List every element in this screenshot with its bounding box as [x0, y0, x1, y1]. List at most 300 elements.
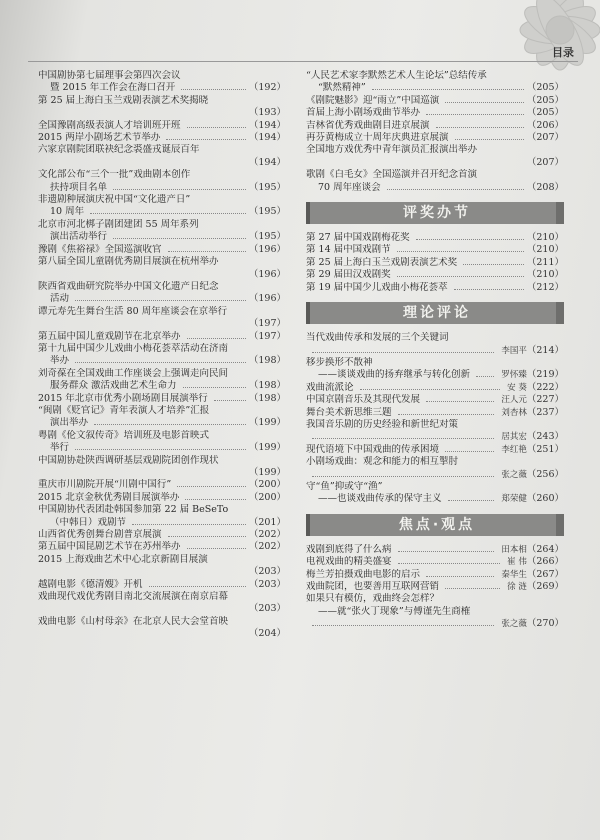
article-entry: [306, 407, 564, 419]
leader-dots: [185, 499, 246, 500]
leader-dots: [166, 139, 246, 140]
toc-entry: [38, 331, 286, 343]
toc-entry-title: 10 周年: [50, 206, 85, 218]
toc-entry: [38, 479, 286, 491]
theory-list: [306, 332, 564, 506]
toc-entry-row: [38, 492, 286, 504]
toc-entry-row: [38, 442, 286, 454]
leader-dots: [181, 89, 246, 90]
article-row: [306, 493, 564, 505]
page-number: （194）: [248, 132, 286, 144]
toc-entry: [38, 616, 286, 641]
toc-entry-title: 六家京剧院团联袂纪念裘盛戎诞辰百年: [38, 144, 200, 156]
section-heading-theory: 理论评论: [306, 302, 564, 324]
page-number: （210）: [526, 269, 564, 281]
article-subtitle: ——谈谈戏曲的扬弃继承与转化创新: [318, 369, 471, 381]
toc-entry: [38, 368, 286, 393]
section-heading-awards: 评奖办节: [306, 202, 564, 224]
page-number: （210）: [526, 244, 564, 256]
page-number: （197）: [248, 318, 286, 330]
toc-entry: [38, 194, 286, 219]
toc-entry-row: [306, 232, 564, 244]
toc-entry-row: [38, 293, 286, 305]
toc-entry-row: [38, 132, 286, 144]
toc-entry-title: 戏曲电影《山村母亲》在北京人民大会堂首映: [38, 615, 229, 627]
toc-entry-row: [38, 479, 286, 491]
toc-entry-title: 第五届中国昆剧艺术节在苏州举办: [38, 541, 181, 553]
page-number: （194）: [248, 156, 286, 168]
article-author: 刘杏林: [501, 407, 527, 418]
article-row: [306, 369, 564, 381]
article-entry: [306, 394, 564, 406]
toc-entry-page-row: [38, 157, 286, 169]
page-number: （203）: [248, 566, 286, 578]
article-author: 汪人元: [501, 395, 527, 406]
article-title: 戏剧到底得了什么病: [306, 543, 392, 555]
page-number: （196）: [248, 243, 286, 255]
page-number: （199）: [248, 417, 286, 429]
page-number: （267）: [526, 568, 564, 580]
article-author-row: [306, 345, 564, 357]
toc-entry: [38, 455, 286, 480]
article-author: 郑荣健: [501, 494, 527, 505]
leader-dots: [476, 376, 494, 377]
leader-dots: [397, 276, 524, 277]
article-row: [306, 444, 564, 456]
article-row: [306, 569, 564, 581]
leader-dots: [312, 352, 494, 353]
toc-entry-page-row: [38, 566, 286, 578]
page-number: （204）: [248, 628, 286, 640]
article-author: 张之薇: [501, 469, 527, 480]
toc-entry-page-row: [306, 157, 564, 169]
toc-entry-row: [38, 579, 286, 591]
toc-entry-page-row: [38, 467, 286, 479]
toc-entry-title: 第 29 届田汉戏剧奖: [306, 269, 391, 281]
article-row: [306, 544, 564, 556]
article-author: 安 葵: [507, 382, 527, 393]
article-author-row: [306, 618, 564, 630]
toc-entry-title: 扶持项目名单: [50, 181, 108, 193]
page-number: （211）: [526, 256, 564, 268]
toc-entry: [38, 504, 286, 529]
leader-dots: [312, 476, 494, 477]
leader-dots: [132, 524, 246, 525]
toc-entry: [306, 282, 564, 294]
leader-dots: [416, 239, 524, 240]
toc-entry: [306, 257, 564, 269]
toc-right-column: [306, 70, 564, 631]
page-number: （269）: [526, 581, 564, 592]
page-number: （192）: [248, 82, 286, 94]
leader-dots: [168, 536, 246, 537]
leader-dots: [187, 127, 246, 128]
page-number: （198）: [248, 392, 286, 404]
toc-entry-title: 粤剧《伦文叙传奇》培训班及电影首映式: [38, 429, 210, 441]
leader-dots: [149, 586, 246, 587]
article-subtitle: ——也谈戏曲传承的保守主义: [318, 493, 442, 505]
article-title: 电视戏曲的精美盛宴: [306, 556, 392, 568]
toc-entry: [38, 169, 286, 194]
leader-dots: [183, 387, 246, 388]
toc-entry-title: 中国剧协第七届理事会第四次会议: [38, 70, 181, 81]
article-title: 现代语境下中国戏曲的传承困境: [306, 443, 440, 455]
toc-entry-row: [306, 120, 564, 132]
news-list-continued: [306, 70, 564, 194]
toc-entry-row: [306, 82, 564, 94]
page-number: （212）: [526, 281, 564, 293]
page-number: （205）: [526, 107, 564, 119]
leader-dots: [168, 251, 246, 252]
page-number: （206）: [526, 119, 564, 131]
toc-entry: [306, 70, 564, 95]
page-number: （200）: [248, 479, 286, 491]
toc-entry: [38, 281, 286, 306]
toc-entry: [38, 405, 286, 430]
article-row: [306, 581, 564, 593]
article-author-row: [306, 431, 564, 443]
toc-entry-row: [306, 182, 564, 194]
toc-entry-title: 2015 年北京市优秀小剧场剧目展演举行: [38, 392, 208, 404]
leader-dots: [360, 389, 501, 390]
toc-entry-title: 第 27 届中国戏剧梅花奖: [306, 232, 410, 244]
leader-dots: [445, 588, 500, 589]
article-author: 崔 伟: [507, 557, 527, 568]
leader-dots: [454, 289, 524, 290]
page-number: （201）: [248, 516, 286, 528]
page-number: （199）: [248, 442, 286, 454]
article-title: 戏曲院团，也要善用互联网营销: [306, 581, 440, 592]
toc-entry: [38, 492, 286, 504]
article-entry: [306, 382, 564, 394]
article-author: 居其宏: [501, 432, 527, 443]
toc-entry-title: 2015 两岸小剧场艺术节举办: [38, 132, 161, 144]
toc-entry-title: 第 25 届上海白玉兰戏剧表演艺术奖: [306, 256, 458, 268]
page-number: （222）: [526, 381, 564, 393]
toc-entry-title: 服务群众 激活戏曲艺术生命力: [50, 380, 177, 392]
toc-entry-title: 谭元寿先生舞台生活 80 周年座谈会在京举行: [38, 305, 228, 317]
page-number: （264）: [526, 543, 564, 555]
page-number: （200）: [248, 491, 286, 503]
toc-entry-title: “闽剧《贬官记》青年表演人才培养”汇报: [38, 404, 210, 416]
toc-entry-title: 重庆市川剧院开展“川剧中国行”: [38, 479, 172, 491]
page-number: （270）: [526, 618, 564, 630]
toc-entry-title: 越剧电影《德清嫂》开机: [38, 578, 143, 590]
toc-entry-row: [306, 257, 564, 269]
page-number: （266）: [526, 556, 564, 568]
page-number: （196）: [248, 268, 286, 280]
article-title: 如果只有模仿，戏曲终会怎样？: [306, 593, 440, 605]
page-number: （195）: [248, 206, 286, 218]
article-entry: [306, 444, 564, 456]
article-entry: [306, 419, 564, 444]
article-author: 罗怀臻: [501, 370, 527, 381]
toc-entry-title: （中韩日）戏剧节: [50, 516, 127, 528]
toc-entry-page-row: [38, 318, 286, 330]
toc-entry-row: [38, 182, 286, 194]
toc-entry-row: [306, 132, 564, 144]
section-heading-focus: 焦点·观点: [306, 514, 564, 536]
toc-entry: [38, 306, 286, 331]
toc-entry-title: 2015 上海戏曲艺术中心北京新剧目展演: [38, 553, 208, 565]
toc-entry-title: 70 周年座谈会: [318, 181, 381, 193]
article-author: 徐 涟: [507, 582, 527, 592]
toc-entry-row: [306, 244, 564, 256]
toc-entry-title: 第 19 届中国少儿戏曲小梅花荟萃: [306, 281, 448, 293]
page-number: （243）: [526, 431, 564, 443]
article-row: [306, 382, 564, 394]
toc-entry: [38, 219, 286, 244]
page-number: （251）: [526, 443, 564, 455]
toc-entry-title: 演出活动举行: [50, 231, 108, 243]
toc-entry-title: “人民艺术家李默然艺术人生论坛”总结传承: [306, 70, 487, 81]
page-number: （197）: [248, 330, 286, 342]
page-number: （205）: [526, 94, 564, 106]
toc-entry-title: 举行: [50, 442, 70, 454]
toc-entry-title: “默然精神”: [318, 82, 366, 94]
toc-entry: [38, 579, 286, 591]
toc-entry-row: [38, 393, 286, 405]
article-entry: [306, 581, 564, 593]
toc-entry-title: 《剧院魅影》迎“雨立”中国巡演: [306, 94, 440, 106]
leader-dots: [177, 486, 246, 487]
toc-entry-row: [38, 206, 286, 218]
toc-entry-row: [38, 380, 286, 392]
article-author: 李国平: [501, 345, 527, 356]
article-row: [306, 407, 564, 419]
leader-dots: [90, 213, 246, 214]
leader-dots: [436, 127, 524, 128]
toc-entry-row: [38, 231, 286, 243]
header-rule: [28, 61, 578, 62]
toc-entry-title: 首届上海小剧场戏曲节举办: [306, 107, 421, 119]
awards-list: [306, 232, 564, 294]
page-number: （256）: [526, 468, 564, 480]
toc-entry-title: 2015 北京金秋优秀剧目展演举办: [38, 491, 180, 503]
page-number: （198）: [248, 355, 286, 367]
article-author: 李红艳: [501, 444, 527, 455]
toc-entry-row: [306, 282, 564, 294]
toc-entry: [38, 591, 286, 616]
leader-dots: [94, 424, 246, 425]
page-number: （260）: [526, 493, 564, 505]
article-title: 我国音乐剧的历史经验和新世纪对策: [306, 418, 459, 430]
leader-dots: [312, 438, 494, 439]
toc-entry-title: 再芬黄梅成立十周年庆典进京展演: [306, 132, 449, 144]
leader-dots: [75, 362, 246, 363]
page-number: （208）: [526, 181, 564, 193]
article-entry: [306, 332, 564, 357]
page-number: （196）: [248, 293, 286, 305]
page-number: （202）: [248, 541, 286, 553]
article-author: 张之薇: [501, 619, 527, 630]
toc-entry: [38, 343, 286, 368]
page-number: （203）: [248, 603, 286, 615]
toc-entry-page-row: [38, 628, 286, 640]
article-title: 舞台美术新思维三题: [306, 406, 392, 418]
toc-entry-row: [38, 529, 286, 541]
leader-dots: [75, 300, 246, 301]
toc-entry: [38, 70, 286, 95]
toc-entry-title: 举办: [50, 355, 70, 367]
page-number: （195）: [248, 231, 286, 243]
header-title: 目录: [552, 46, 574, 59]
article-subtitle: ——就“张火丁现象”与傅谨先生商榷: [318, 605, 471, 617]
article-entry: [306, 481, 564, 506]
toc-entry: [306, 169, 564, 194]
toc-entry-row: [38, 244, 286, 256]
toc-entry: [38, 529, 286, 541]
leader-dots: [455, 139, 524, 140]
toc-entry-row: [38, 355, 286, 367]
article-author: 秦华生: [501, 569, 527, 580]
leader-dots: [448, 500, 495, 501]
page-number: （195）: [248, 181, 286, 193]
toc-entry-title: 第十九届中国少儿戏曲小梅花荟萃活动在济南: [38, 342, 229, 354]
leader-dots: [398, 551, 495, 552]
toc-entry: [38, 393, 286, 405]
toc-entry: [38, 256, 286, 281]
leader-dots: [312, 625, 494, 626]
toc-entry: [38, 144, 286, 169]
page-number: （237）: [526, 406, 564, 418]
focus-list: [306, 544, 564, 631]
toc-entry: [306, 120, 564, 132]
toc-entry-title: 全国地方戏优秀中青年演员汇报演出举办: [306, 144, 478, 156]
toc-entry: [306, 144, 564, 169]
toc-entry-row: [38, 541, 286, 553]
toc-entry-title: 陕西省戏曲研究院举办中国文化遗产日纪念: [38, 280, 219, 292]
leader-dots: [387, 189, 524, 190]
toc-entry-page-row: [38, 269, 286, 281]
page-number: （207）: [526, 132, 564, 144]
page-number: （193）: [248, 107, 286, 119]
article-title: 梅兰芳拍摄戏曲电影的启示: [306, 568, 421, 580]
article-row: [306, 394, 564, 406]
leader-dots: [372, 89, 524, 90]
toc-entry-row: [306, 95, 564, 107]
toc-entry-title: 山西省优秀创舞台剧普京展演: [38, 529, 162, 541]
toc-entry: [306, 95, 564, 107]
leader-dots: [187, 338, 246, 339]
page-number: （207）: [526, 156, 564, 168]
article-entry: [306, 357, 564, 382]
leader-dots: [445, 102, 524, 103]
toc-entry: [38, 244, 286, 256]
toc-entry-page-row: [38, 107, 286, 119]
leader-dots: [426, 576, 494, 577]
article-row: [306, 556, 564, 568]
leader-dots: [398, 563, 501, 564]
toc-entry-title: 第 14 届中国戏剧节: [306, 244, 391, 256]
toc-entry-title: 非遗剧种展演庆祝中国“文化遗产日”: [38, 194, 191, 206]
article-title: 小剧场戏曲：观念和能力的相互掣肘: [306, 456, 459, 468]
toc-entry: [306, 107, 564, 119]
article-entry: [306, 556, 564, 568]
toc-entry-row: [38, 120, 286, 132]
toc-entry-row: [38, 417, 286, 429]
leader-dots: [397, 251, 524, 252]
toc-entry-title: 第八届全国儿童剧优秀剧目展演在杭州举办: [38, 256, 219, 268]
page-number: （203）: [248, 578, 286, 590]
toc-entry: [38, 541, 286, 553]
toc-entry: [38, 132, 286, 144]
article-title: 当代戏曲传承和发展的三个关键词: [306, 332, 449, 344]
page-number: （199）: [248, 467, 286, 478]
toc-entry-row: [306, 269, 564, 281]
toc-entry-row: [38, 517, 286, 529]
toc-entry-title: 吉林省优秀戏曲剧目进京展演: [306, 119, 430, 131]
toc-entry-title: 第 25 届上海白玉兰戏剧表演艺术奖揭晓: [38, 94, 209, 106]
leader-dots: [398, 414, 495, 415]
toc-entry-title: 刘奇葆在全国戏曲工作座谈会上强调走向民间: [38, 367, 229, 379]
toc-entry: [38, 554, 286, 579]
toc-entry-title: 全国豫剧高级表演人才培训班开班: [38, 119, 181, 131]
article-entry: [306, 456, 564, 481]
toc-entry-title: 豫剧《焦裕禄》全国巡演收官: [38, 243, 162, 255]
toc-entry-title: 歌剧《白毛女》全国巡演并召开纪念首演: [306, 169, 478, 181]
article-title: 移步换形不散神: [306, 356, 373, 368]
page-number: （194）: [248, 119, 286, 131]
article-entry: [306, 593, 564, 630]
page-number: （214）: [526, 344, 564, 356]
toc-left-column: [38, 70, 286, 641]
page-number: （205）: [526, 82, 564, 94]
article-entry: [306, 569, 564, 581]
toc-entry: [306, 269, 564, 281]
page-number: （202）: [248, 529, 286, 541]
toc-entry-title: 戏曲现代戏优秀剧目南北交流展演在南京启幕: [38, 591, 229, 603]
article-title: 守“鱼”抑或守“渔”: [306, 480, 383, 492]
toc-entry: [38, 95, 286, 120]
leader-dots: [75, 449, 246, 450]
page-number: （219）: [526, 369, 564, 381]
toc-entry-title: 暨 2015 年工作会在海口召开: [50, 82, 176, 94]
page-number: （210）: [526, 232, 564, 244]
leader-dots: [463, 264, 524, 265]
toc-entry-page-row: [38, 603, 286, 615]
toc-entry-title: 第五届中国儿童戏剧节在北京举办: [38, 330, 181, 342]
article-title: 中国京剧音乐及其现代发展: [306, 394, 421, 406]
toc-entry: [306, 132, 564, 144]
toc-entry-title: 演出举办: [50, 417, 89, 429]
leader-dots: [187, 548, 246, 549]
toc-entry: [306, 232, 564, 244]
article-author: 田本相: [501, 544, 527, 555]
toc-entry: [38, 430, 286, 455]
toc-entry-title: 活动: [50, 293, 70, 305]
leader-dots: [113, 189, 246, 190]
toc-entry-title: 中国剧协代表团赴韩国参加第 22 届 BeSeTo: [38, 504, 229, 516]
toc-entry-title: 中国剧协赴陕西调研基层戏剧院团创作现状: [38, 454, 219, 466]
toc-entry-title: 文化部公布“三个一批”戏曲剧本创作: [38, 169, 191, 181]
leader-dots: [426, 401, 494, 402]
toc-entry-row: [38, 82, 286, 94]
leader-dots: [113, 238, 246, 239]
toc-entry-row: [306, 107, 564, 119]
article-entry: [306, 544, 564, 556]
leader-dots: [426, 114, 524, 115]
article-title: 戏曲流派论: [306, 381, 354, 393]
article-author-row: [306, 469, 564, 481]
leader-dots: [445, 451, 494, 452]
page-number: （198）: [248, 380, 286, 392]
toc-entry: [306, 244, 564, 256]
leader-dots: [214, 400, 246, 401]
toc-entry-row: [38, 331, 286, 343]
toc-entry-title: 北京市河北梆子剧团建团 55 周年系列: [38, 218, 199, 230]
toc-entry: [38, 120, 286, 132]
